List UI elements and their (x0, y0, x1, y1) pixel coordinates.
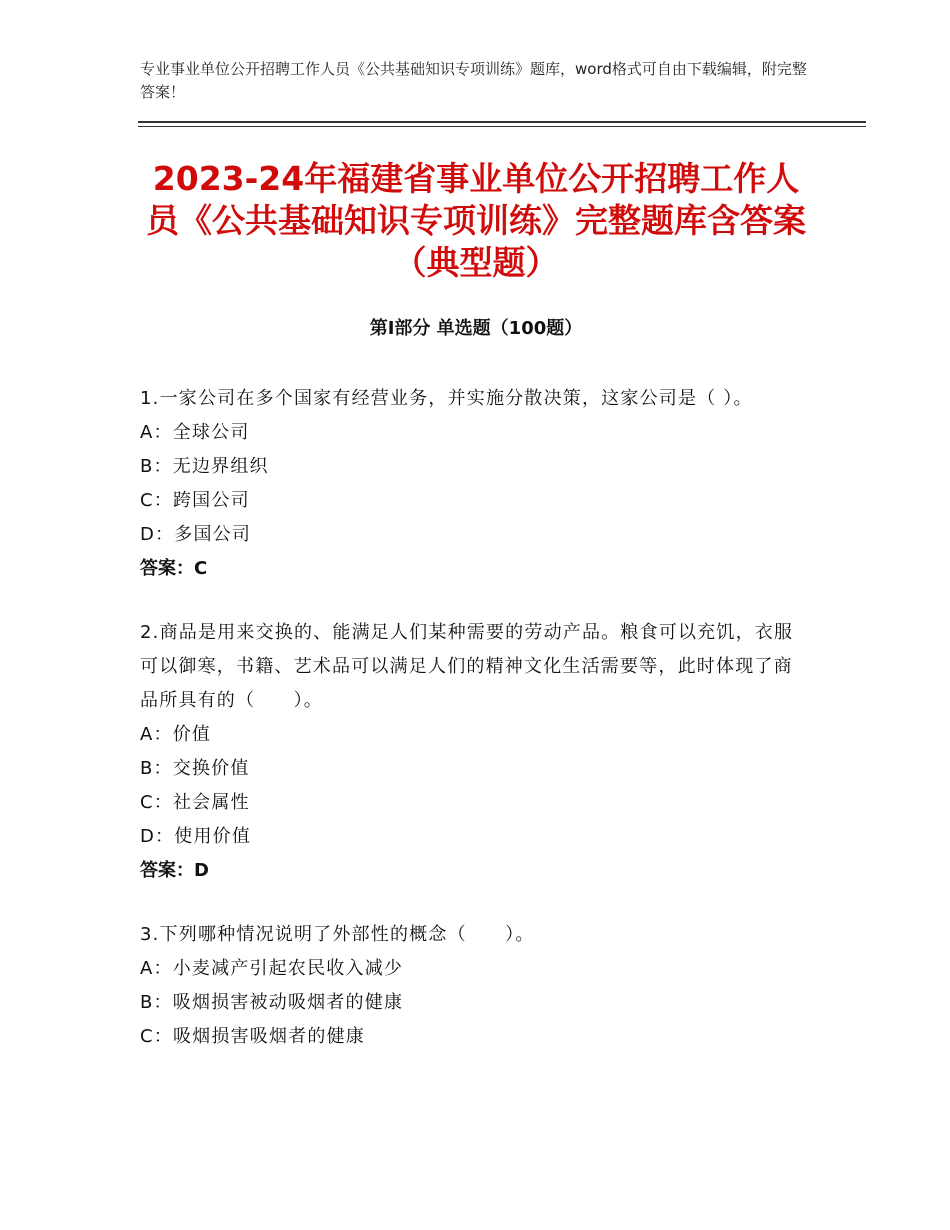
section-heading: 第Ⅰ部分 单选题（100题） (369, 318, 583, 339)
question-text: 2.商品是用来交换的、能满足人们某种需要的劳动产品。粮食可以充饥，衣服可以御寒，书籍、艺术品可以满足人们的精神文化生活需要等，此时体现了商品所具有的（ ）。 (140, 622, 794, 711)
question-list (140, 382, 808, 1084)
question-3 (140, 918, 808, 1054)
question-1 (140, 382, 808, 586)
document-title: 2023-24年福建省事业单位公开招聘工作人员《公共基础知识专项训练》完整题库含答案（典型题） (146, 159, 806, 282)
question-2 (140, 616, 808, 888)
option-d: D：多国公司 (140, 524, 252, 545)
option-c: C：吸烟损害吸烟者的健康 (140, 1026, 365, 1047)
header-divider-thin (138, 126, 866, 127)
option-b: B：吸烟损害被动吸烟者的健康 (140, 992, 404, 1013)
answer-label: 答案：C (140, 558, 208, 579)
option-b: B：无边界组织 (140, 456, 269, 477)
question-text: 3.下列哪种情况说明了外部性的概念（ ）。 (140, 924, 535, 945)
option-b: B：交换价值 (140, 758, 250, 779)
option-c: C：跨国公司 (140, 490, 250, 511)
option-a: A：全球公司 (140, 422, 250, 443)
option-a: A：价值 (140, 724, 212, 745)
option-a: A：小麦减产引起农民收入减少 (140, 958, 404, 979)
answer-label: 答案：D (140, 860, 209, 881)
header-divider-thick (138, 121, 866, 123)
question-text: 1.一家公司在多个国家有经营业务，并实施分散决策，这家公司是（ ）。 (140, 388, 753, 409)
option-d: D：使用价值 (140, 826, 252, 847)
option-c: C：社会属性 (140, 792, 250, 813)
header-note: 专业事业单位公开招聘工作人员《公共基础知识专项训练》题库，word格式可自由下载编辑，附完整答案！ (140, 60, 807, 101)
